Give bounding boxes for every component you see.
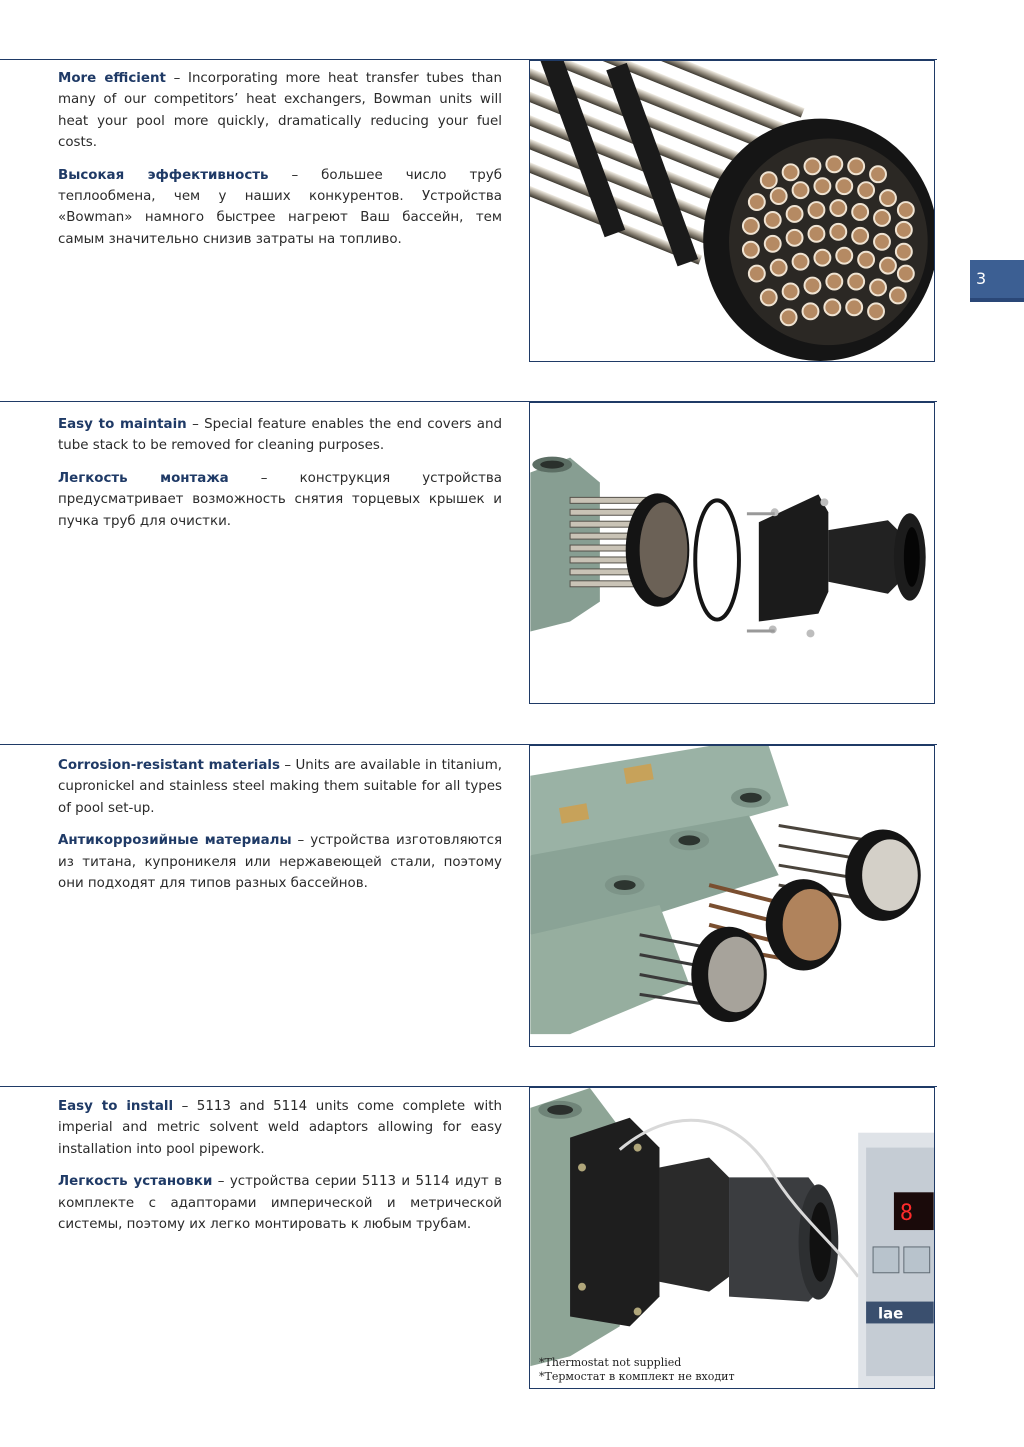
russian-body: – устройства серии 5113 и 5114 идут в комплекте с адапторами имперической и метрической системы, поэтому их легко монтировать к любым трубам. — [58, 1174, 502, 1233]
brand-logo: lae — [878, 1304, 904, 1323]
caption-english: *Thermostat not supplied — [539, 1356, 682, 1369]
russian-body: – устройства изготовляются из титана, купроникеля или нержавеющей стали, поэтому они подходят для типов разных бассейнов. — [58, 833, 502, 892]
russian-paragraph — [58, 165, 502, 251]
russian-heading: Антикоррозийные материалы — [58, 833, 292, 849]
english-body: – Units are available in titanium, cupronickel and stainless steel making them suitable for all types of pool set-up. — [58, 758, 503, 816]
english-heading: Easy to install — [58, 1099, 174, 1114]
russian-paragraph — [58, 1171, 502, 1235]
english-body: – Special feature enables the end covers and tube stack to be removed for cleaning purposes. — [58, 417, 502, 454]
english-body: – 5113 and 5114 units come complete with imperial and metric solvent weld adaptors allowing for easy installation into pool pipework. — [58, 1099, 502, 1157]
three-units-illustration — [530, 746, 934, 1046]
installed-unit-illustration — [530, 1088, 934, 1388]
section-easy-to-install — [58, 1096, 502, 1246]
page-number-tab — [970, 260, 1024, 302]
exploded-view-illustration — [530, 403, 934, 703]
russian-body: – большее число труб теплообмена, чем у наших конкурентов. Устройства «Bowman» намного быстрее нагреют Ваш бассейн, тем самым значительно снизив затраты на топливо. — [58, 167, 502, 247]
english-heading: Easy to maintain — [58, 417, 187, 432]
section-corrosion-resistant — [58, 755, 502, 905]
english-paragraph — [58, 1096, 502, 1160]
english-paragraph — [58, 68, 502, 154]
english-heading: Corrosion-resistant materials — [58, 758, 280, 773]
thermostat-caption — [539, 1356, 735, 1384]
russian-heading: Легкость монтажа — [58, 470, 229, 486]
russian-body: – конструкция устройства предусматривает возможность снятия торцевых крышек и пучка труб для очистки. — [58, 470, 502, 529]
russian-paragraph — [58, 830, 502, 894]
russian-heading: Легкость установки — [58, 1174, 213, 1190]
english-heading: More efficient — [58, 71, 166, 86]
installation-photo — [529, 1087, 935, 1389]
section-easy-to-maintain — [58, 414, 502, 543]
english-body: – Incorporating more heat transfer tubes than many of our competitors’ heat exchangers, Bowman units will heat your pool more quickly, dramatically reducing your fuel costs. — [58, 71, 503, 151]
svg-text:8: 8 — [899, 1201, 914, 1227]
material-variants-photo — [529, 745, 935, 1047]
tube-stack-photo — [529, 60, 935, 362]
page-number: 3 — [976, 269, 987, 288]
russian-paragraph — [58, 468, 502, 532]
section-more-efficient — [58, 68, 502, 261]
english-paragraph — [58, 414, 502, 457]
english-paragraph — [58, 755, 502, 819]
caption-russian: *Термостат в комплект не входит — [539, 1370, 735, 1383]
tube-bundle-illustration — [530, 61, 934, 361]
disassembled-unit-photo — [529, 402, 935, 704]
russian-heading: Высокая эффективность — [58, 167, 269, 183]
